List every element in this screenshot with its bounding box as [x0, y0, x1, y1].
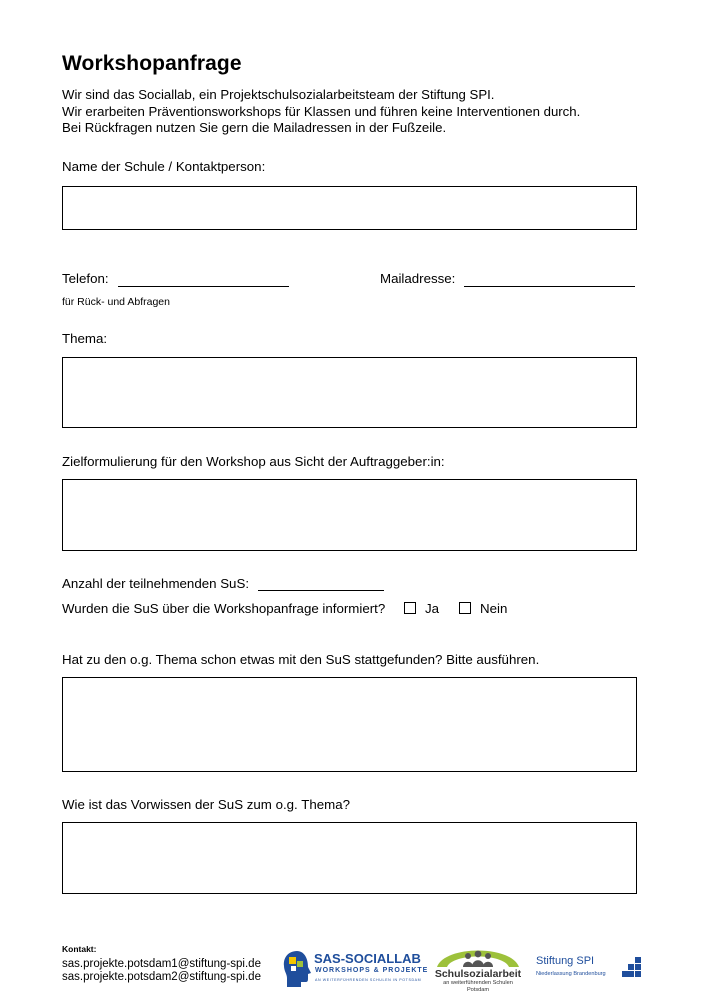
- spi-blocks-icon: [622, 957, 642, 979]
- phone-note: für Rück- und Abfragen: [62, 296, 170, 308]
- page-title: Workshopanfrage: [62, 52, 242, 75]
- count-label: Anzahl der teilnehmenden SuS:: [62, 576, 250, 591]
- informed-label: Wurden die SuS über die Workshopanfrage informiert?: [62, 601, 386, 616]
- sociallab-logo: [281, 949, 429, 991]
- sociallab-tag: AN WEITERFÜHRENDEN SCHULEN IN POTSDAM: [315, 978, 422, 982]
- school-input[interactable]: [62, 186, 637, 230]
- previous-input[interactable]: [62, 677, 637, 772]
- stiftung-spi-logo: [536, 953, 642, 983]
- goal-input[interactable]: [62, 479, 637, 551]
- intro-text: [62, 87, 580, 137]
- head-profile-icon: [281, 949, 313, 989]
- knowledge-label: Wie ist das Vorwissen der SuS zum o.g. Thema?: [62, 797, 350, 812]
- yes-checkbox[interactable]: [404, 602, 416, 614]
- yes-label: Ja: [425, 601, 440, 616]
- contact-heading: Kontakt:: [62, 944, 97, 954]
- arch-people-icon: [435, 943, 521, 969]
- contact-email-2[interactable]: sas.projekte.potsdam2@stiftung-spi.de: [62, 971, 261, 983]
- previous-label: Hat zu den o.g. Thema schon etwas mit den SuS stattgefunden? Bitte ausführen.: [62, 652, 540, 667]
- schulsozialarbeit-sub2: Potsdam: [466, 987, 490, 993]
- topic-label: Thema:: [62, 331, 108, 346]
- mail-label: Mailadresse:: [380, 271, 456, 286]
- stiftung-spi-sub: Niederlassung Brandenburg: [536, 971, 606, 977]
- intro-line: Bei Rückfragen nutzen Sie gern die Mailadressen in der Fußzeile.: [62, 120, 447, 135]
- intro-line: Wir erarbeiten Präventionsworkshops für Klassen und führen keine Interventionen durch.: [62, 103, 581, 119]
- topic-input[interactable]: [62, 357, 637, 428]
- footer-contact: [62, 944, 261, 984]
- phone-input[interactable]: [118, 286, 289, 287]
- sociallab-title: SAS-SOCIALLAB: [314, 951, 421, 966]
- mail-input[interactable]: [464, 286, 635, 287]
- knowledge-input[interactable]: [62, 822, 637, 894]
- no-checkbox[interactable]: [459, 602, 471, 614]
- intro-line: Wir sind das Sociallab, ein Projektschulsozialarbeitsteam der Stiftung SPI.: [62, 87, 495, 102]
- schulsozialarbeit-logo: [431, 943, 525, 995]
- stiftung-spi-title: Stiftung SPI: [536, 955, 595, 967]
- school-label: Name der Schule / Kontaktperson:: [62, 159, 266, 174]
- no-label: Nein: [480, 601, 508, 616]
- goal-label: Zielformulierung für den Workshop aus Sicht der Auftraggeber:in:: [62, 454, 445, 469]
- phone-label: Telefon:: [62, 271, 109, 286]
- sociallab-sub: WORKSHOPS & PROJEKTE: [315, 967, 429, 974]
- schulsozialarbeit-title: Schulsozialarbeit: [434, 968, 522, 980]
- contact-email-1[interactable]: sas.projekte.potsdam1@stiftung-spi.de: [62, 958, 261, 970]
- count-input[interactable]: [258, 590, 384, 591]
- schulsozialarbeit-sub1: an weiterführenden Schulen: [443, 980, 513, 986]
